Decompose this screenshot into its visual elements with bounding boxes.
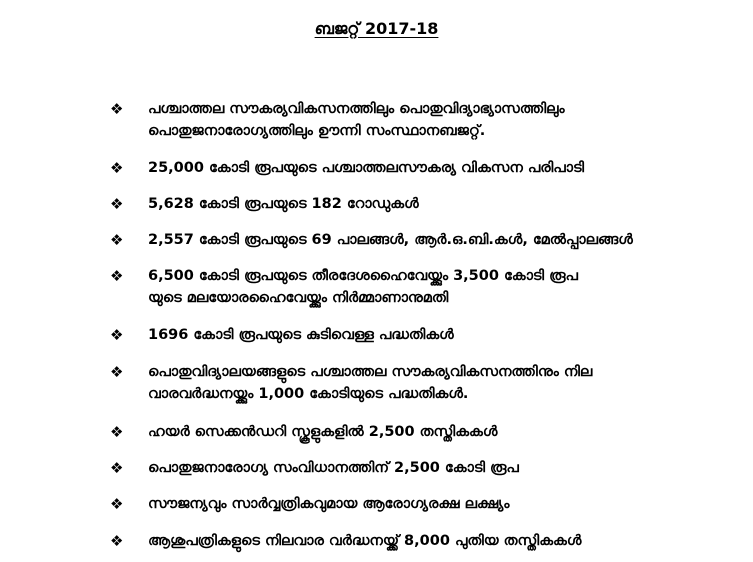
diamond-bullet-icon: ❖ [110,495,124,513]
list-item-line: വാരവർദ്ധനയ്ക്കും 1,000 കോടിയുടെ പദ്ധതികൾ. [148,386,469,402]
diamond-bullet-icon: ❖ [110,100,124,118]
list-item-line: യുടെ മലയോരഹൈവേയ്ക്കും നിർമ്മാണാനുമതി [148,290,449,306]
list-item-text [148,421,733,443]
list-item-line: പൊതുജനാരോഗ്യ സംവിധാനത്തിന് 2,500 കോടി രൂപ [148,460,519,476]
list-item-line: ഹയർ സെക്കൻഡറി സ്കൂളുകളിൽ 2,500 തസ്തികകൾ [148,424,498,440]
list-item-text [148,193,733,215]
list-item-text [148,457,733,479]
list-item-text [148,157,733,179]
diamond-bullet-icon: ❖ [110,159,124,177]
diamond-bullet-icon: ❖ [110,267,124,285]
list-item-line: 25,000 കോടി രൂപയുടെ പശ്ചാത്തലസൗകര്യ വികസന പരിപാടി [148,160,585,176]
list-item-text [148,265,733,309]
list-item-text [148,98,733,142]
list-item-line: 5,628 കോടി രൂപയുടെ 182 റോഡുകൾ [148,196,419,212]
page-title [0,18,753,40]
list-item-line: പശ്ചാത്തല സൗകര്യവികസനത്തിലും പൊതുവിദ്യാഭ്യാസത്തിലും [148,101,565,117]
list-item-line: ആശുപത്രികളുടെ നിലവാര വർദ്ധനയ്ക്ക് 8,000 പുതിയ തസ്തികകൾ [148,533,582,549]
list-item-text [148,229,733,251]
list-item-line: സൗജന്യവും സാർവ്വത്രികവുമായ ആരോഗ്യരക്ഷ ലക്ഷ്യം [148,496,510,512]
diamond-bullet-icon: ❖ [110,532,124,550]
list-item-text [148,530,733,552]
diamond-bullet-icon: ❖ [110,363,124,381]
diamond-bullet-icon: ❖ [110,195,124,213]
diamond-bullet-icon: ❖ [110,231,124,249]
diamond-bullet-icon: ❖ [110,326,124,344]
list-item-text [148,324,733,346]
list-item-line: 6,500 കോടി രൂപയുടെ തീരദേശഹൈവേയ്ക്കും 3,500 കോടി രൂപ [148,268,578,284]
page-title-text: ബജറ്റ് 2017-18 [314,19,439,38]
list-item-line: പൊതുജനാരോഗ്യത്തിലും ഊന്നി സംസ്ഥാനബജറ്റ്. [148,123,486,139]
diamond-bullet-icon: ❖ [110,459,124,477]
list-item-text [148,493,733,515]
list-item-line: പൊതുവിദ്യാലയങ്ങളുടെ പശ്ചാത്തല സൗകര്യവികസനത്തിനും നില [148,364,593,380]
list-item-text [148,361,733,405]
diamond-bullet-icon: ❖ [110,423,124,441]
list-item-line: 2,557 കോടി രൂപയുടെ 69 പാലങ്ങൾ, ആർ.ഒ.ബി.കൾ, മേൽപ്പാലങ്ങൾ [148,232,633,248]
list-item-line: 1696 കോടി രൂപയുടെ കുടിവെള്ള പദ്ധതികൾ [148,327,454,343]
